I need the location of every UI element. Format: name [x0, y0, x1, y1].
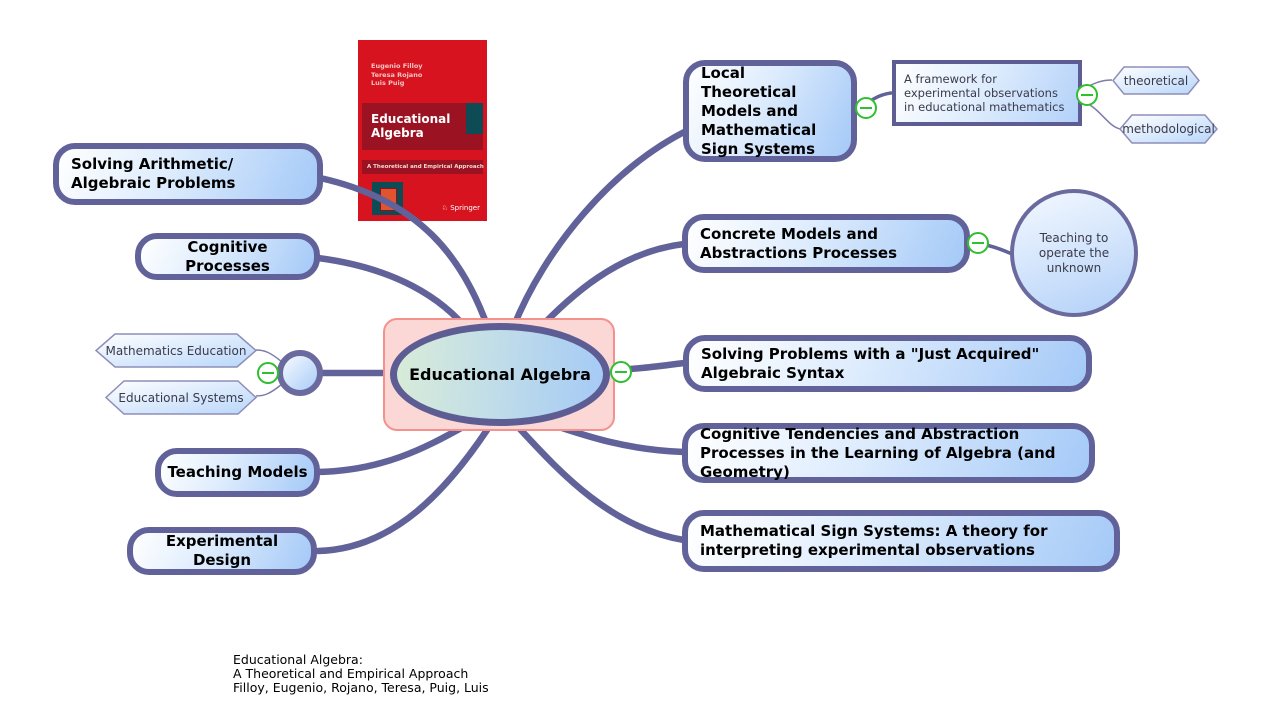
hexagon-label: Mathematics Education [105, 343, 247, 358]
book-title-band [362, 103, 483, 150]
topic-label: Teaching Models [167, 463, 308, 481]
topic-concrete-models-abstractions[interactable] [682, 214, 970, 273]
topic-mathematical-sign-systems[interactable] [682, 510, 1120, 572]
annotation-label: A framework for experimental observations in educational mathematics [904, 72, 1065, 114]
collapse-icon[interactable] [257, 362, 279, 384]
book-author: Teresa Rojano [371, 70, 423, 79]
book-authors [371, 62, 423, 88]
caption-line: Educational Algebra: [233, 652, 363, 667]
topic-local-theoretical-models[interactable] [683, 60, 857, 162]
topic-label: Mathematical Sign Systems: A theory for interpreting experimental observations [700, 522, 1048, 559]
book-cover [358, 40, 487, 221]
collapse-icon[interactable] [610, 361, 632, 383]
hexagon-label: methodological [1122, 122, 1215, 136]
left-relationship-circle[interactable] [277, 350, 323, 396]
annotation-label: Teaching to operate the unknown [1038, 230, 1110, 275]
topic-label: Experimental Design [165, 532, 279, 569]
collapse-icon[interactable] [1076, 84, 1098, 106]
topic-label: Concrete Models and Abstractions Processes [700, 224, 898, 262]
topic-cognitive-processes[interactable] [135, 233, 320, 280]
collapse-icon[interactable] [967, 232, 989, 254]
central-topic-label: Educational Algebra [409, 365, 591, 384]
annotation-teaching-to-operate-unknown[interactable] [1010, 189, 1138, 317]
annotation-framework-rect[interactable] [892, 60, 1082, 126]
topic-solving-problems-just-acquired-syntax[interactable] [683, 335, 1092, 392]
book-cover-graphic [372, 182, 403, 215]
central-topic-educational-algebra[interactable] [390, 323, 610, 426]
collapse-icon[interactable] [855, 97, 877, 119]
book-author: Eugenio Filloy [371, 62, 423, 70]
topic-label: Local Theoretical Models and Mathematical Sign Systems [701, 63, 817, 158]
hexagon-theoretical[interactable] [1112, 66, 1200, 95]
hexagon-label: theoretical [1123, 73, 1189, 88]
topic-experimental-design[interactable] [127, 527, 317, 575]
hexagon-educational-systems[interactable] [105, 380, 257, 415]
central-topic-frame [383, 318, 615, 431]
book-subtitle: A Theoretical and Empirical Approach [367, 164, 484, 170]
hexagon-label: Educational Systems [118, 390, 244, 405]
topic-cognitive-tendencies-abstraction[interactable] [682, 423, 1095, 483]
topic-teaching-models[interactable] [155, 448, 320, 497]
topic-label: Cognitive Processes [185, 237, 270, 275]
hexagon-methodological[interactable] [1119, 114, 1218, 144]
topic-solving-arithmetic-algebraic-problems[interactable] [53, 143, 323, 205]
springer-logo: ♘ Springer [441, 204, 480, 212]
topic-label: Solving Arithmetic/ Algebraic Problems [71, 155, 236, 192]
caption-line: Filloy, Eugenio, Rojano, Teresa, Puig, Luis [233, 680, 489, 695]
book-teal-stripe [466, 103, 483, 134]
caption-line: A Theoretical and Empirical Approach [233, 666, 469, 681]
topic-label: Cognitive Tendencies and Abstraction Processes in the Learning of Algebra (and Geometry) [700, 424, 1056, 481]
caption [233, 653, 489, 695]
topic-label: Solving Problems with a "Just Acquired" Algebraic Syntax [701, 344, 1040, 382]
book-title: Educational Algebra [371, 112, 451, 140]
book-author: Luis Puig [371, 79, 405, 87]
book-subtitle-band [362, 160, 483, 174]
hexagon-mathematics-education[interactable] [95, 333, 257, 368]
